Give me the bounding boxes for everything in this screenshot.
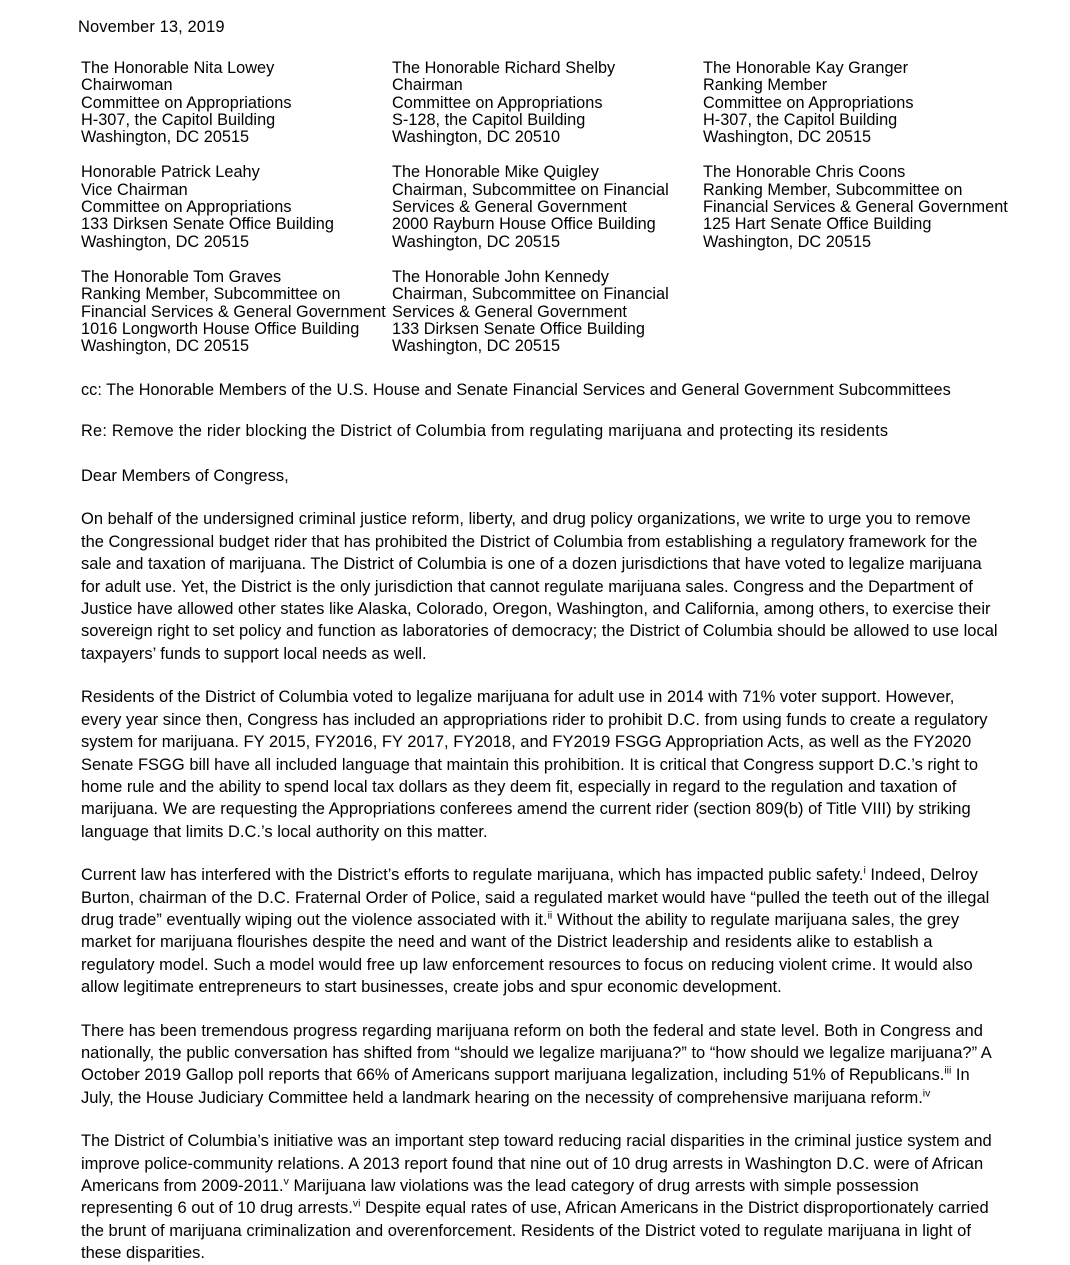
paragraph-text: In July, the House Judiciary Committee held a landmark hearing on the necessity of comprehensive marijuana reform. [81, 1066, 970, 1107]
address-line: 1016 Longworth House Office Building [81, 319, 360, 338]
address-line: Ranking Member, Subcommittee on [81, 285, 341, 304]
address-line: Services & General Government [392, 302, 627, 321]
address-line: Committee on Appropriations [703, 93, 914, 112]
address-line: 2000 Rayburn House Office Building [392, 215, 656, 234]
footnote-marker-i: i [863, 864, 866, 877]
recipient-address [703, 60, 1008, 164]
address-line: Vice Chairman [81, 180, 188, 199]
address-line: Honorable Patrick Leahy [81, 163, 260, 182]
address-line: Committee on Appropriations [81, 93, 292, 112]
address-line: S-128, the Capitol Building [392, 110, 586, 129]
address-line: The Honorable Chris Coons [703, 163, 906, 182]
address-line: Chairman [392, 76, 463, 95]
recipient-address [81, 60, 392, 164]
address-line: The Honorable Mike Quigley [392, 163, 599, 182]
address-line: The Honorable John Kennedy [392, 267, 609, 286]
paragraph-text: Indeed, Delroy Burton, chairman of the D.C. Fraternal Order of Police, said a regulated market would have “pulled the teeth out of the illegal drug trade” eventually wiping out the violence associated with it. [81, 866, 990, 929]
address-line: Committee on Appropriations [392, 93, 603, 112]
address-line: 133 Dirksen Senate Office Building [81, 215, 334, 234]
body-paragraph-5 [81, 1130, 998, 1264]
address-line: The Honorable Richard Shelby [392, 59, 616, 77]
address-line: 125 Hart Senate Office Building [703, 215, 932, 234]
recipient-address [81, 269, 392, 373]
recipient-address-block [81, 59, 1008, 373]
address-line: Chairwoman [81, 76, 173, 95]
paragraph-text: Current law has interfered with the District’s efforts to regulate marijuana, which has impacted public safety. [81, 866, 864, 885]
address-line: Washington, DC 20515 [703, 128, 872, 147]
address-line: Washington, DC 20515 [81, 232, 250, 251]
recipient-address [703, 164, 1008, 268]
footnote-marker-iii: iii [944, 1064, 952, 1077]
address-line: Washington, DC 20515 [81, 337, 250, 356]
address-line: The Honorable Tom Graves [81, 267, 282, 286]
body-paragraph-1: On behalf of the undersigned criminal justice reform, liberty, and drug policy organizations, we write to urge you to remove the Congressional budget rider that has prohibited the District of Columbia from establishing a regulatory framework for the sale and taxation of marijuana. The District of Columbia is one of a dozen jurisdictions that have voted to legalize marijuana for adult use. Yet, the District is the only jurisdiction that cannot regulate marijuana sales. Congress and the Department of Justice have allowed other states like Alaska, Colorado, Oregon, Washington, and California, among others, to exercise their sovereign right to set policy and function as laboratories of democracy; the District of Columbia should be allowed to use local taxpayers’ funds to support local needs as well. [81, 510, 998, 663]
address-line: Washington, DC 20515 [81, 128, 250, 147]
address-line: Ranking Member, Subcommittee on [703, 180, 963, 199]
address-line: Chairman, Subcommittee on Financial [392, 285, 669, 304]
address-line: The Honorable Kay Granger [703, 59, 909, 77]
address-line: Chairman, Subcommittee on Financial [392, 180, 669, 199]
footnote-marker-iv: iv [922, 1087, 931, 1100]
paragraph-text: There has been tremendous progress regarding marijuana reform on both the federal and state level. Both in Congress and nationally, the public conversation has shifted from “should we legalize marijuana?” to “how should we legalize marijuana?” A October 2019 Gallop poll reports that 66% of Americans support marijuana legalization, including 51% of Republicans. [81, 1021, 991, 1085]
recipient-address [392, 60, 703, 164]
footnote-marker-vi: vi [352, 1197, 361, 1210]
recipient-address [703, 269, 1008, 373]
address-line: Ranking Member [703, 76, 828, 95]
address-line: Washington, DC 20515 [392, 337, 561, 356]
address-line: Washington, DC 20510 [392, 128, 561, 147]
body-paragraph-4 [81, 1020, 998, 1110]
address-line: Financial Services & General Government [81, 302, 386, 321]
paragraph-text: The District of Columbia’s initiative was an important step toward reducing racial disparities in the criminal justice system and improve police-community relations. A 2013 report found that nine out of 10 drug arrests in Washington D.C. were of African Americans from 2009-2011. [81, 1132, 992, 1196]
address-line: The Honorable Nita Lowey [81, 59, 275, 77]
body-paragraph-3 [81, 864, 998, 998]
address-line: H-307, the Capitol Building [81, 110, 276, 129]
recipient-address [392, 164, 703, 268]
address-line: 133 Dirksen Senate Office Building [392, 319, 645, 338]
paragraph-text: Despite equal rates of use, African Americans in the District disproportionately carried the brunt of marijuana criminalization and overenforcement. Residents of the District voted to regulate marijuana in light of these disparities. [81, 1199, 989, 1263]
address-line: Washington, DC 20515 [703, 232, 872, 251]
cc-line: cc: The Honorable Members of the U.S. House and Senate Financial Services and General Government Subcommittees [81, 381, 951, 400]
subject-line: Re: Remove the rider blocking the District of Columbia from regulating marijuana and protecting its residents [81, 422, 889, 441]
address-line: Washington, DC 20515 [392, 232, 561, 251]
letter-date: November 13, 2019 [78, 18, 225, 36]
address-line: Services & General Government [392, 198, 627, 217]
footnote-marker-v: v [283, 1175, 289, 1188]
address-line: Committee on Appropriations [81, 198, 292, 217]
address-line: H-307, the Capitol Building [703, 110, 898, 129]
body-paragraph-2: Residents of the District of Columbia voted to legalize marijuana for adult use in 2014 with 71% voter support. However, every year since then, Congress has included an appropriations rider to prohibit D.C. from using funds to create a regulatory system for marijuana. FY 2015, FY2016, FY 2017, FY2018, and FY2019 FSGG Appropriation Acts, as well as the FY2020 Senate FSGG bill have all included language that maintain this prohibition. It is critical that Congress support D.C.’s right to home rule and the ability to spend local tax dollars as they deem fit, especially in regard to the regulation and taxation of marijuana. We are requesting the Appropriations conferees amend the current rider (section 809(b) of Title VIII) by striking language that limits D.C.’s local authority on this matter. [81, 688, 988, 841]
paragraph-text: Marijuana law violations was the lead category of drug arrests with simple possession representing 6 out of 10 drug arrests. [81, 1177, 919, 1218]
footnote-marker-ii: ii [547, 909, 553, 922]
salutation: Dear Members of Congress, [81, 467, 289, 486]
recipient-address [81, 164, 392, 268]
paragraph-text: Without the ability to regulate marijuana sales, the grey market for marijuana flourishes despite the need and want of the District leadership and residents alike to establish a regulatory model. Such a model would free up law enforcement resources to focus on reducing violent crime. It would also allow legitimate entrepreneurs to start businesses, create jobs and spur economic development. [81, 910, 973, 997]
address-line: Financial Services & General Government [703, 198, 1008, 217]
recipient-address [392, 269, 703, 373]
